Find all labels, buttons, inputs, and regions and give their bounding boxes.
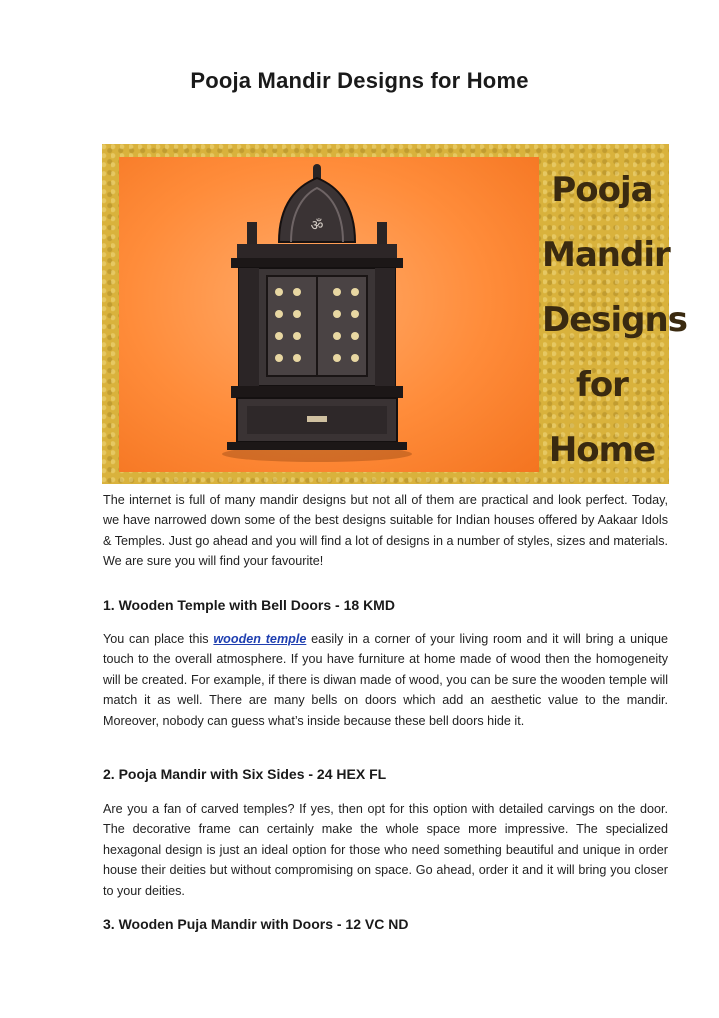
banner-line: Home xyxy=(548,430,656,470)
page-title: Pooja Mandir Designs for Home xyxy=(190,68,529,93)
temple-illustration xyxy=(217,164,417,464)
banner-line: Pooja xyxy=(551,170,653,210)
section-2-heading: 2. Pooja Mandir with Six Sides - 24 HEX FL xyxy=(103,766,387,782)
intro-paragraph: The internet is full of many mandir designs but not all of them are practical and look perfect. Today, we have narrowed down some of the best designs suitable for Indian houses offered by Aakaar Idols & Temples. Just go ahead and you will find a lot of designs in a number of styles, sizes and materials. We are sure you will find your favourite! xyxy=(103,493,668,569)
banner-line: for xyxy=(576,365,628,405)
section-2-paragraph: Are you a fan of carved temples? If yes, then opt for this option with detailed carvings on the door. The decorative frame can certainly make the whole space more impressive. The specialized hexagonal design is just an ideal option for those who need something beautiful and unique in order house their deities but without compromising on space. Go ahead, order it and it will bring you closer to your deities. xyxy=(103,802,668,898)
banner-heading-text xyxy=(542,158,687,483)
banner-line: Mandir xyxy=(542,235,670,275)
banner-line: Designs xyxy=(542,300,687,340)
section-1-text-post: easily in a corner of your living room and it will bring a unique touch to the overall atmosphere. If you have furniture at home made of wood then the homogeneity will be created. For example, if there is diwan made of wood, you can be sure the wooden temple will match it as well. There are many bells on doors which add an aesthetic value to the mandir. Moreover, nobody can guess what’s inside because these bell doors hide it. xyxy=(103,632,668,728)
svg-text:ॐ: ॐ xyxy=(310,218,324,234)
section-3-heading: 3. Wooden Puja Mandir with Doors - 12 VC ND xyxy=(103,916,409,932)
section-1-text-pre: You can place this xyxy=(103,632,214,646)
wooden-temple-link[interactable]: wooden temple xyxy=(213,632,307,646)
section-1-heading: 1. Wooden Temple with Bell Doors - 18 KMD xyxy=(103,597,395,613)
section-1-paragraph xyxy=(103,629,668,731)
hero-banner-image xyxy=(102,144,687,484)
